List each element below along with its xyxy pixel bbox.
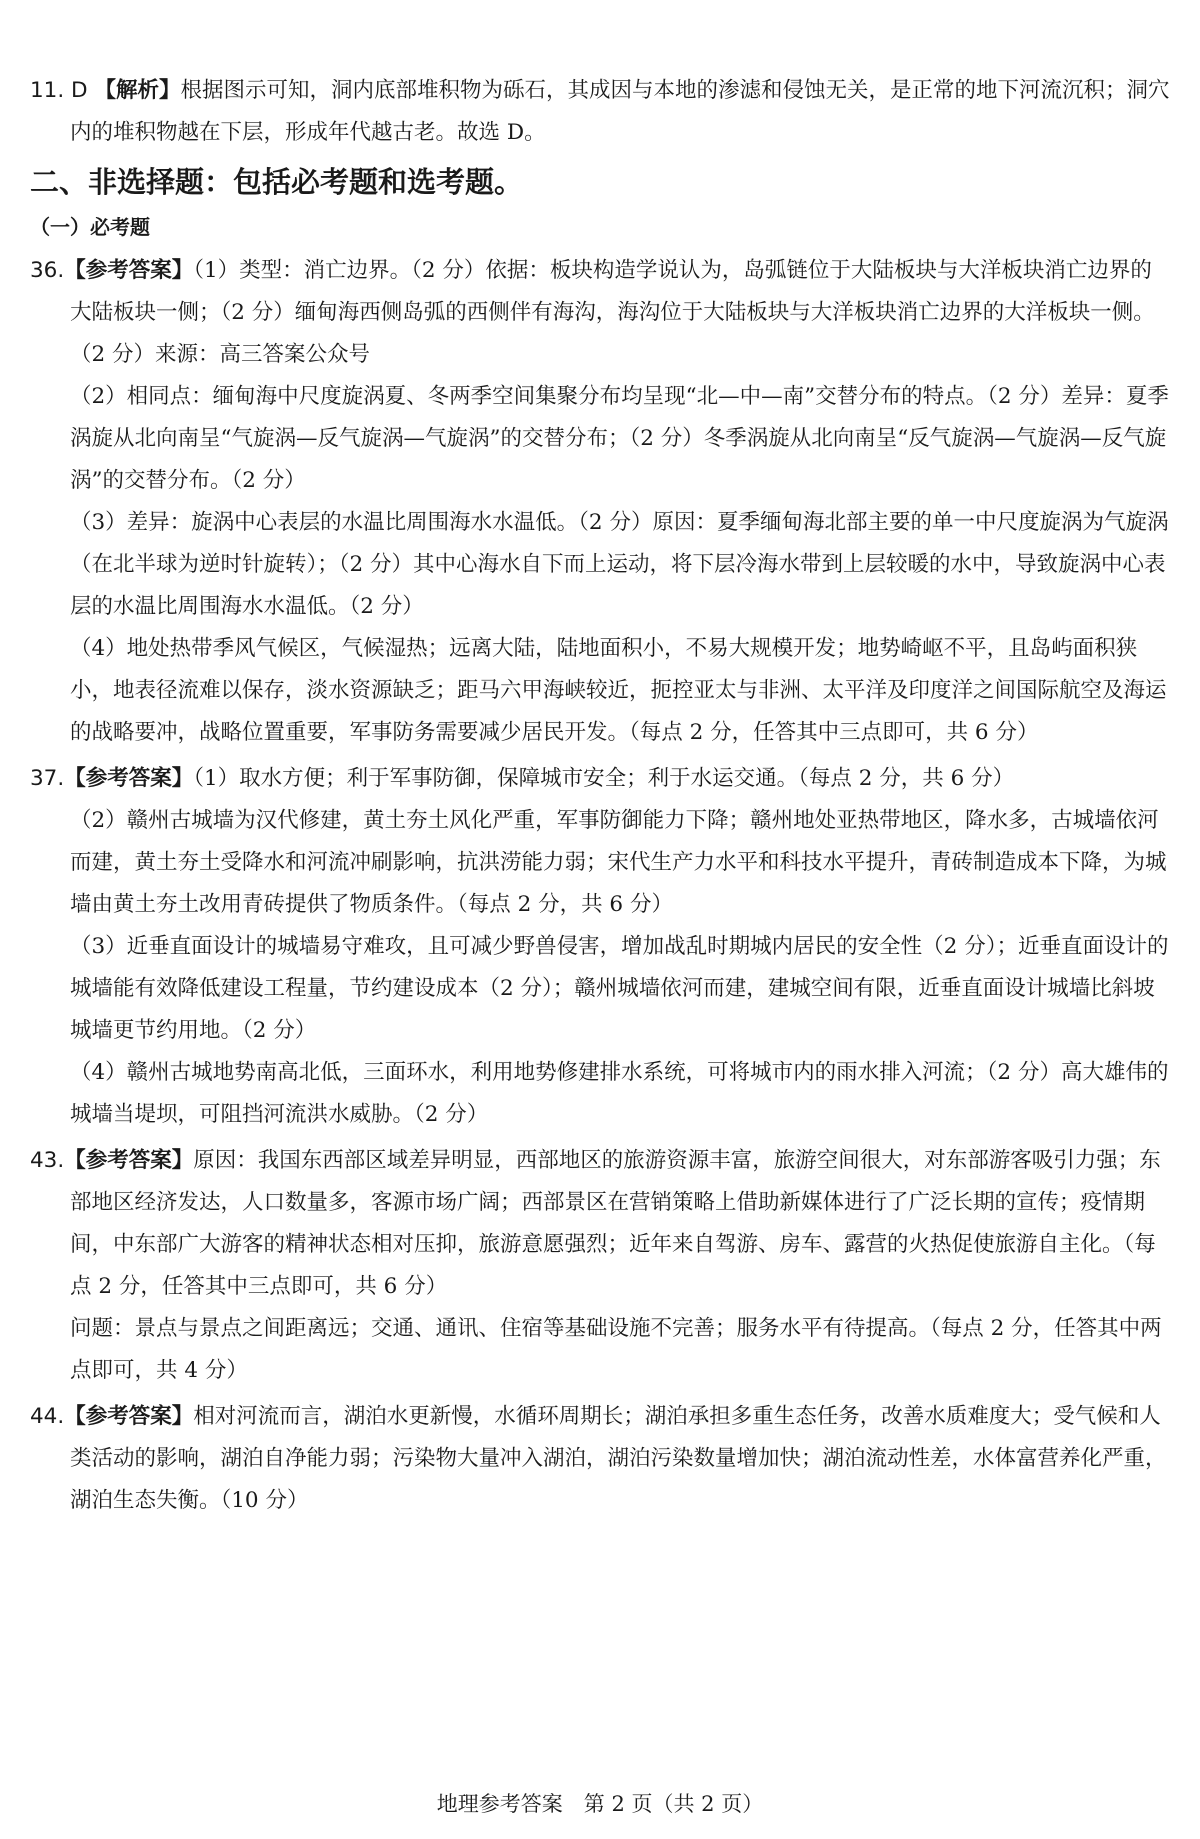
answer-11 bbox=[30, 70, 1170, 154]
answer-tag: 【参考答案】 bbox=[64, 258, 194, 283]
answer-sheet bbox=[30, 70, 1170, 1526]
question-number: 43. bbox=[30, 1148, 65, 1173]
question-number: 44. bbox=[30, 1404, 65, 1429]
answer-tag: 【参考答案】 bbox=[64, 1148, 194, 1173]
question-number: 11. D bbox=[30, 78, 88, 103]
answer-part-3: （3）近垂直面设计的城墙易守难攻，且可减少野兽侵害，增加战乱时期城内居民的安全性（2 分）；近垂直面设计的城墙能有效降低建设工程量，节约建设成本（2 分）；赣州城墙依河而建，建城空间有限，近垂直面设计城墙比斜坡城墙更节约用地。（2 分） bbox=[70, 934, 1169, 1043]
answer-44 bbox=[30, 1396, 1170, 1522]
answer-part-1: 原因：我国东西部区域差异明显，西部地区的旅游资源丰富，旅游空间很大，对东部游客吸引力强；东部地区经济发达，人口数量多，客源市场广阔；西部景区在营销策略上借助新媒体进行了广泛长期的宣传；疫情期间，中东部广大游客的精神状态相对压抑，旅游意愿强烈；近年来自驾游、房车、露营的火热促使旅游自主化。（每点 2 分，任答其中三点即可，共 6 分） bbox=[70, 1148, 1161, 1299]
answer-part-2: 问题：景点与景点之间距离远；交通、通讯、住宿等基础设施不完善；服务水平有待提高。（每点 2 分，任答其中两点即可，共 4 分） bbox=[70, 1316, 1162, 1383]
section-title: 二、非选择题：包括必考题和选考题。 bbox=[30, 165, 524, 199]
answer-part-2: （2）相同点：缅甸海中尺度旋涡夏、冬两季空间集聚分布均呈现“北—中—南”交替分布的特点。（2 分）差异：夏季涡旋从北向南呈“气旋涡—反气旋涡—气旋涡”的交替分布；（2 分）冬季涡旋从北向南呈“反气旋涡—气旋涡—反气旋涡”的交替分布。（2 分） bbox=[70, 384, 1169, 493]
answer-part-3: （3）差异：旋涡中心表层的水温比周围海水水温低。（2 分）原因：夏季缅甸海北部主要的单一中尺度旋涡为气旋涡（在北半球为逆时针旋转）；（2 分）其中心海水自下而上运动，将下层冷海水带到上层较暖的水中，导致旋涡中心表层的水温比周围海水水温低。（2 分） bbox=[70, 510, 1169, 619]
answer-37 bbox=[30, 758, 1170, 1136]
answer-part-1: （1）类型：消亡边界。（2 分）依据：板块构造学说认为，岛弧链位于大陆板块与大洋板块消亡边界的大陆板块一侧；（2 分）缅甸海西侧岛弧的西侧伴有海沟，海沟位于大陆板块与大洋板块消亡边界的大洋板块一侧。（2 分）来源：高三答案公众号 bbox=[70, 258, 1155, 367]
page-footer: 地理参考答案 第 2 页（共 2 页） bbox=[436, 1792, 764, 1816]
answer-part-4: （4）地处热带季风气候区，气候湿热；远离大陆，陆地面积小，不易大规模开发；地势崎岖不平，且岛屿面积狭小，地表径流难以保存，淡水资源缺乏；距马六甲海峡较近，扼控亚太与非洲、太平洋及印度洋之间国际航空及海运的战略要冲，战略位置重要，军事防务需要减少居民开发。（每点 2 分，任答其中三点即可，共 6 分） bbox=[70, 636, 1167, 745]
answer-part-2: （2）赣州古城墙为汉代修建，黄土夯土风化严重，军事防御能力下降；赣州地处亚热带地区，降水多，古城墙依河而建，黄土夯土受降水和河流冲刷影响，抗洪涝能力弱；宋代生产力水平和科技水平提升，青砖制造成本下降，为城墙由黄土夯土改用青砖提供了物质条件。（每点 2 分，共 6 分） bbox=[70, 808, 1167, 917]
subsection-title: （一）必考题 bbox=[30, 215, 150, 239]
answer-text: 根据图示可知，洞内底部堆积物为砾石，其成因与本地的渗滤和侵蚀无关，是正常的地下河流沉积；洞穴内的堆积物越在下层，形成年代越古老。故选 D。 bbox=[70, 78, 1170, 145]
analysis-tag: 【解析】 bbox=[94, 78, 181, 103]
answer-part-1: （1）取水方便；利于军事防御，保障城市安全；利于水运交通。（每点 2 分，共 6 分） bbox=[193, 766, 1015, 791]
question-number: 37. bbox=[30, 766, 65, 791]
answer-part-1: 相对河流而言，湖泊水更新慢，水循环周期长；湖泊承担多重生态任务，改善水质难度大；受气候和人类活动的影响，湖泊自净能力弱；污染物大量冲入湖泊，湖泊污染数量增加快；湖泊流动性差，水体富营养化严重，湖泊生态失衡。（10 分） bbox=[70, 1404, 1167, 1513]
answer-43 bbox=[30, 1140, 1170, 1392]
question-number: 36. bbox=[30, 258, 65, 283]
answer-tag: 【参考答案】 bbox=[64, 766, 194, 791]
answer-36 bbox=[30, 250, 1170, 754]
answer-part-4: （4）赣州古城地势南高北低，三面环水，利用地势修建排水系统，可将城市内的雨水排入河流；（2 分）高大雄伟的城墙当堤坝，可阻挡河流洪水威胁。（2 分） bbox=[70, 1060, 1169, 1127]
answer-tag: 【参考答案】 bbox=[64, 1404, 194, 1429]
